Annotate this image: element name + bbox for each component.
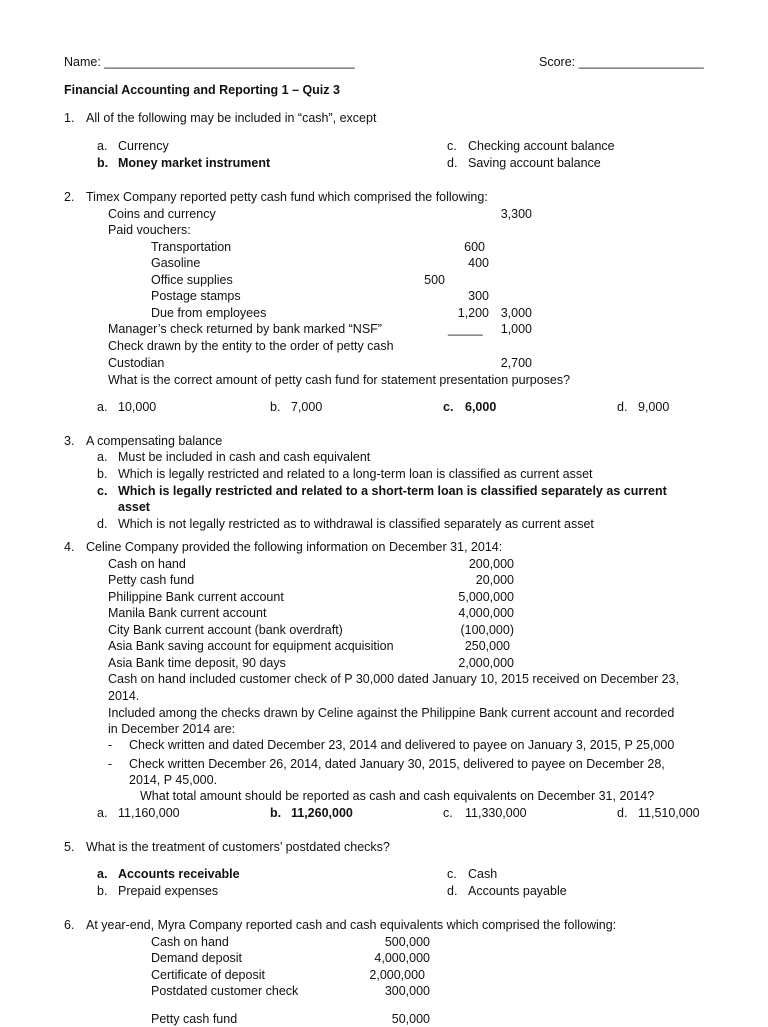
choice-letter: d. [617,400,628,414]
line-item-label: Gasoline [151,256,201,270]
bullet-text: Check written December 26, 2014, dated January 30, 2015, delivered to payee on December 28, [129,757,665,771]
choice-text: Which is not legally restricted as to withdrawal is classified separately as current asset [118,517,594,531]
choice-letter: d. [97,517,108,531]
choice-text: Currency [118,139,169,153]
choice-letter: c. [447,867,457,881]
line-item-label: Postage stamps [151,289,241,303]
choice-text-answer: Accounts receivable [118,867,240,881]
choice-letter: a. [97,450,108,464]
choice-text: 11,160,000 [118,806,180,820]
line-item-label: Manager’s check returned by bank marked “NSF” [108,322,382,336]
bullet-text: Check written and dated December 23, 2014 and delivered to payee on January 3, 2015, P 25,000 [129,738,675,752]
note-text: 2014. [108,689,140,703]
choice-letter: d. [447,884,458,898]
choice-text-answer: 6,000 [465,400,497,414]
question-text: A compensating balance [86,434,223,448]
line-item-label: Petty cash fund [151,1012,238,1026]
choice-letter: b. [97,467,108,481]
line-item-value: 4,000,000 [374,951,430,965]
line-item-label: Paid vouchers: [108,223,191,237]
bullet-text: 2014, P 45,000. [129,773,218,787]
line-item-value: 4,000,000 [458,606,514,620]
line-item-value: 200,000 [468,557,514,571]
line-item-value: 300,000 [384,984,430,998]
line-item-amount: 500 [424,273,445,287]
question-number: 3. [64,434,75,448]
line-item-label: Petty cash fund [108,573,195,587]
question-text: What is the treatment of customers’ postdated checks? [86,840,390,854]
line-item-amount: 400 [468,256,489,270]
choice-letter: c. [447,139,457,153]
choice-text: Which is legally restricted and related to a long-term loan is classified as current asset [118,467,593,481]
line-item-value: 2,000,000 [458,656,514,670]
question-text: Timex Company reported petty cash fund which comprised the following: [86,190,488,204]
line-item-label: Manila Bank current account [108,606,267,620]
question-number: 4. [64,540,75,554]
choice-letter-answer: a. [97,867,108,881]
choice-letter: a. [97,400,108,414]
line-item-amount: 600 [464,240,485,254]
choice-text: 10,000 [118,400,157,414]
line-item-value: 500,000 [384,935,430,949]
choice-letter: a. [97,139,108,153]
line-item-label: Cash on hand [108,557,186,571]
line-item-value: 2,000,000 [369,968,425,982]
choice-letter: d. [617,806,628,820]
line-item-total: 2,700 [500,356,532,370]
line-item-label: Certificate of deposit [151,968,265,982]
question-prompt: What is the correct amount of petty cash fund for statement presentation purposes? [108,373,571,387]
bullet-dash: - [108,738,113,752]
line-item-label: Asia Bank time deposit, 90 days [108,656,286,670]
choice-letter-answer: b. [97,156,109,170]
choice-text: Saving account balance [468,156,601,170]
question-text: Celine Company provided the following information on December 31, 2014: [86,540,503,554]
question-number: 6. [64,918,75,932]
choice-text: Must be included in cash and cash equivalent [118,450,371,464]
line-item-value: 5,000,000 [458,590,514,604]
choice-text-answer: Which is legally restricted and related to a short-term loan is classified separately as current [118,484,667,498]
choice-text: 11,330,000 [465,806,527,820]
note-text: Included among the checks drawn by Celine against the Philippine Bank current account and recorded [108,706,675,720]
line-item-value: 50,000 [391,1012,430,1026]
line-item-label: Demand deposit [151,951,243,965]
choice-text-answer: Money market instrument [118,156,271,170]
choice-text: Prepaid expenses [118,884,219,898]
choice-letter-answer: b. [270,806,282,820]
question-prompt: What total amount should be reported as cash and cash equivalents on December 31, 2014? [140,789,655,803]
line-item-label: Due from employees [151,306,267,320]
bullet-dash: - [108,757,113,771]
line-item-label: Postdated customer check [151,984,299,998]
choice-letter: b. [97,884,108,898]
line-item-amount: 1,200 [457,306,489,320]
line-item-total: 3,300 [500,207,532,221]
line-item-label: Cash on hand [151,935,229,949]
line-item-value: (100,000) [460,623,514,637]
line-item-label: Check drawn by the entity to the order of petty cash [108,339,394,353]
choice-text: Cash [468,867,498,881]
choice-text: Checking account balance [468,139,615,153]
note-text: in December 2014 are: [108,722,236,736]
line-item-value: 250,000 [464,639,510,653]
line-item-total: 3,000 [500,306,532,320]
line-item-total: 1,000 [500,322,532,336]
choice-text: 11,510,000 [638,806,700,820]
score-field-label: Score: __________________ [539,55,704,69]
quiz-title: Financial Accounting and Reporting 1 – Quiz 3 [64,83,340,97]
line-item-label: Philippine Bank current account [108,590,284,604]
question-text: At year-end, Myra Company reported cash and cash equivalents which comprised the following: [86,918,617,932]
line-item-label: Custodian [108,356,165,370]
choice-letter-answer: c. [443,400,454,414]
line-item-value: 20,000 [475,573,514,587]
choice-text-answer-continued: asset [118,500,150,514]
choice-text: 9,000 [638,400,670,414]
choice-text: 7,000 [291,400,323,414]
question-number: 5. [64,840,75,854]
choice-letter: a. [97,806,108,820]
choice-letter: d. [447,156,458,170]
choice-text-answer: 11,260,000 [291,806,353,820]
choice-letter-answer: c. [97,484,108,498]
choice-text: Accounts payable [468,884,567,898]
line-item-label: Transportation [151,240,232,254]
line-item-amount: _____ [448,322,483,336]
line-item-amount: 300 [468,289,489,303]
line-item-label: Office supplies [151,273,233,287]
line-item-label: Asia Bank saving account for equipment acquisition [108,639,394,653]
choice-letter: b. [270,400,281,414]
name-field-label: Name: ____________________________________ [64,55,355,69]
note-text: Cash on hand included customer check of P 30,000 dated January 10, 2015 received on December 23, [108,672,679,686]
question-text: All of the following may be included in “cash”, except [86,111,377,125]
choice-letter: c. [443,806,453,820]
line-item-label: Coins and currency [108,207,216,221]
question-number: 1. [64,111,75,125]
question-number: 2. [64,190,75,204]
line-item-label: City Bank current account (bank overdraft) [108,623,343,637]
